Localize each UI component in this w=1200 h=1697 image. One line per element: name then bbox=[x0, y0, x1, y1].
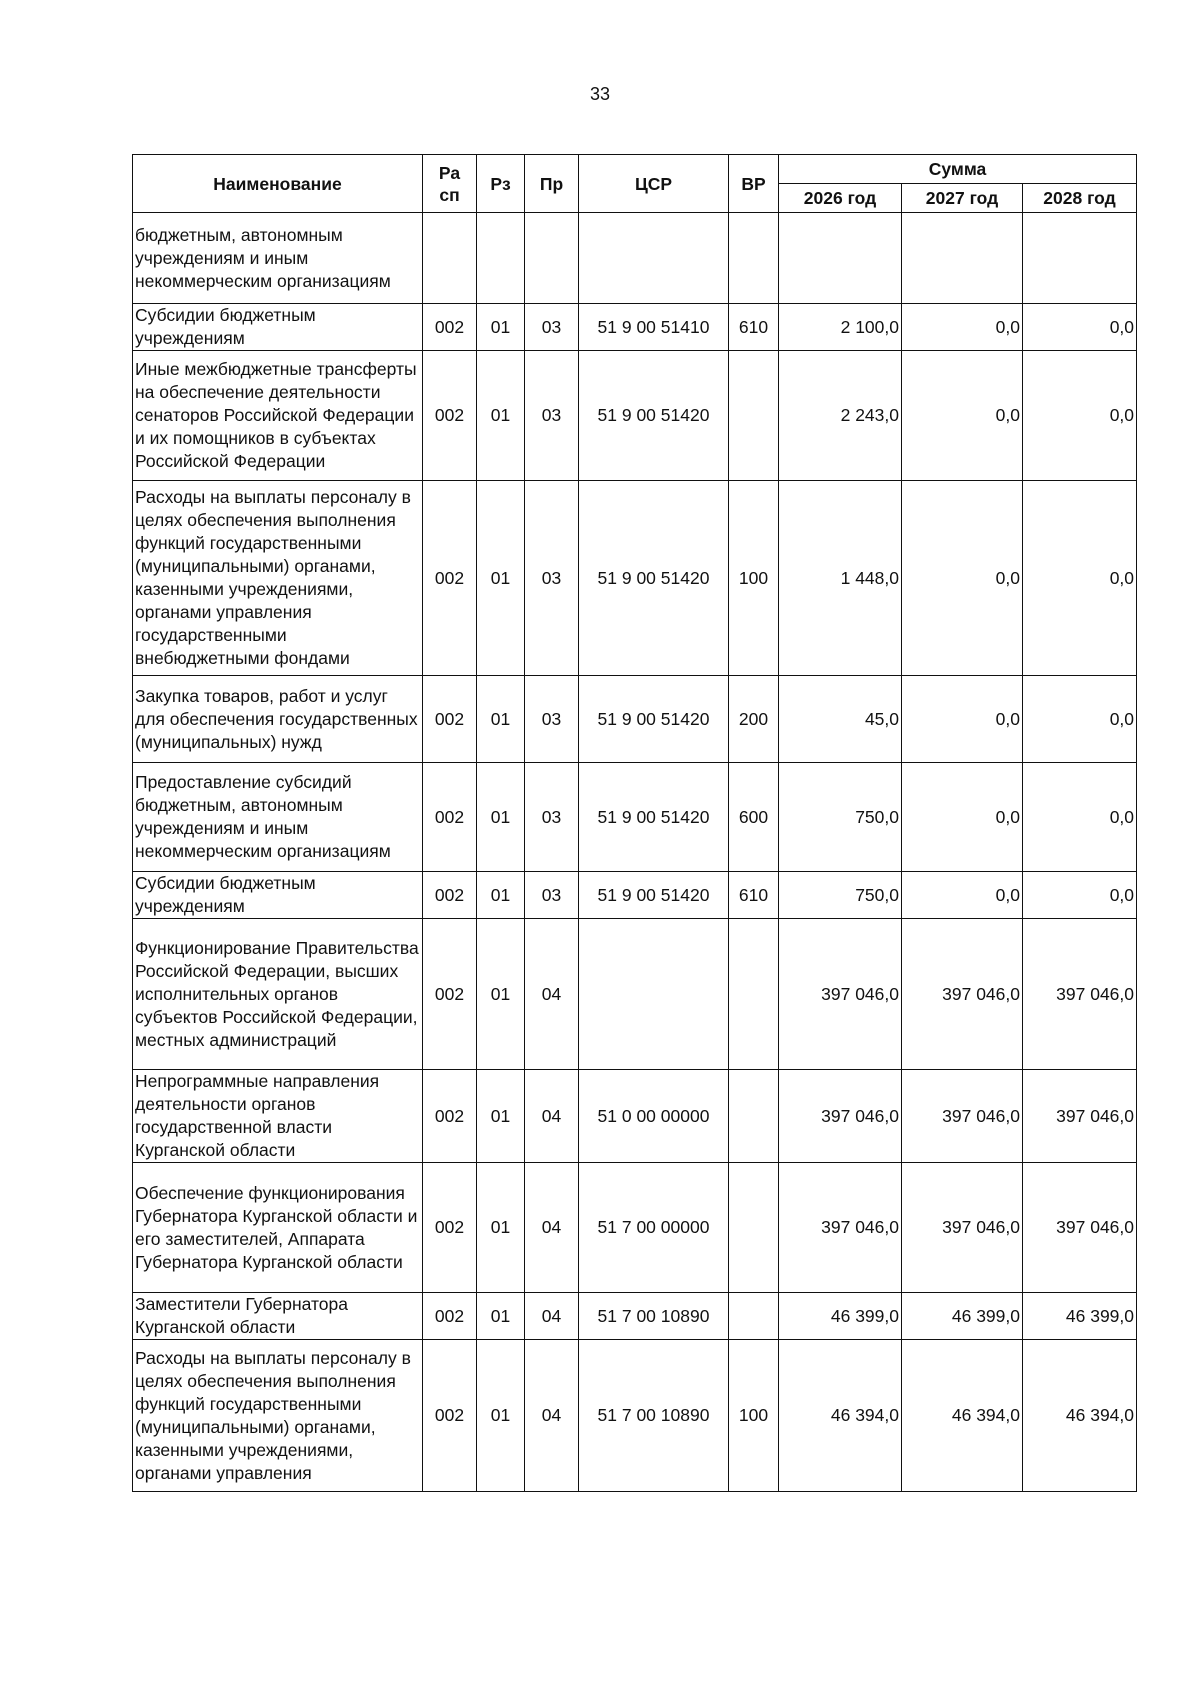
cell-pr: 03 bbox=[525, 351, 579, 481]
header-year-2027: 2027 год bbox=[902, 184, 1023, 213]
cell-2027: 397 046,0 bbox=[902, 1163, 1023, 1293]
cell-vr bbox=[729, 1293, 779, 1340]
cell-rz: 01 bbox=[477, 481, 525, 676]
cell-2026: 45,0 bbox=[779, 676, 902, 763]
header-pr: Пр bbox=[525, 155, 579, 213]
header-rz: Рз bbox=[477, 155, 525, 213]
cell-csr: 51 9 00 51410 bbox=[579, 304, 729, 351]
cell-2027: 0,0 bbox=[902, 763, 1023, 872]
header-name: Наименование bbox=[133, 155, 423, 213]
cell-2028: 397 046,0 bbox=[1023, 1070, 1137, 1163]
cell-name: Субсидии бюджетным учреждениям bbox=[133, 304, 423, 351]
cell-rasp: 002 bbox=[423, 676, 477, 763]
cell-rz: 01 bbox=[477, 676, 525, 763]
cell-rasp: 002 bbox=[423, 1293, 477, 1340]
cell-csr: 51 7 00 00000 bbox=[579, 1163, 729, 1293]
cell-2026: 2 243,0 bbox=[779, 351, 902, 481]
table-row bbox=[133, 1163, 1137, 1293]
cell-vr bbox=[729, 1070, 779, 1163]
cell-2028: 397 046,0 bbox=[1023, 1163, 1137, 1293]
cell-pr: 03 bbox=[525, 872, 579, 919]
cell-csr: 51 0 00 00000 bbox=[579, 1070, 729, 1163]
cell-csr: 51 9 00 51420 bbox=[579, 872, 729, 919]
cell-name: бюджетным, автономным учреждениям и иным некоммерческим организациям bbox=[133, 213, 423, 304]
cell-name: Закупка товаров, работ и услуг для обеспечения государственных (муниципальных) нужд bbox=[133, 676, 423, 763]
header-year-2028: 2028 год bbox=[1023, 184, 1137, 213]
header-rasp-line1: Ра bbox=[438, 162, 461, 183]
cell-2028: 397 046,0 bbox=[1023, 919, 1137, 1070]
table-row bbox=[133, 1340, 1137, 1492]
cell-vr: 610 bbox=[729, 304, 779, 351]
cell-csr: 51 9 00 51420 bbox=[579, 481, 729, 676]
cell-2027: 46 399,0 bbox=[902, 1293, 1023, 1340]
table-row bbox=[133, 872, 1137, 919]
cell-2026: 1 448,0 bbox=[779, 481, 902, 676]
header-rasp-line2: сп bbox=[439, 184, 460, 205]
cell-2028: 0,0 bbox=[1023, 872, 1137, 919]
cell-csr: 51 9 00 51420 bbox=[579, 351, 729, 481]
cell-csr: 51 7 00 10890 bbox=[579, 1293, 729, 1340]
cell-name: Расходы на выплаты персоналу в целях обеспечения выполнения функций государственными (муниципальными) органами, казенными учреждениями, органами управления государственными внебюджетными фондами bbox=[133, 481, 423, 676]
cell-vr bbox=[729, 213, 779, 304]
cell-name: Субсидии бюджетным учреждениям bbox=[133, 872, 423, 919]
cell-2026: 46 394,0 bbox=[779, 1340, 902, 1492]
cell-pr: 03 bbox=[525, 763, 579, 872]
cell-vr bbox=[729, 1163, 779, 1293]
table-row bbox=[133, 1070, 1137, 1163]
cell-rz: 01 bbox=[477, 304, 525, 351]
cell-2027: 0,0 bbox=[902, 481, 1023, 676]
cell-2026: 46 399,0 bbox=[779, 1293, 902, 1340]
cell-rasp: 002 bbox=[423, 1340, 477, 1492]
cell-2028: 46 394,0 bbox=[1023, 1340, 1137, 1492]
cell-2028: 0,0 bbox=[1023, 351, 1137, 481]
header-vr: ВР bbox=[729, 155, 779, 213]
cell-name: Непрограммные направления деятельности органов государственной власти Курганской области bbox=[133, 1070, 423, 1163]
table-row bbox=[133, 481, 1137, 676]
cell-2027: 0,0 bbox=[902, 872, 1023, 919]
cell-rz: 01 bbox=[477, 1070, 525, 1163]
cell-pr: 04 bbox=[525, 919, 579, 1070]
table-body bbox=[133, 213, 1137, 1492]
table-row bbox=[133, 676, 1137, 763]
table-header bbox=[133, 155, 1137, 213]
cell-rasp: 002 bbox=[423, 763, 477, 872]
table-row bbox=[133, 1293, 1137, 1340]
cell-pr: 04 bbox=[525, 1340, 579, 1492]
cell-vr bbox=[729, 351, 779, 481]
cell-rz: 01 bbox=[477, 1340, 525, 1492]
cell-name: Заместители Губернатора Курганской области bbox=[133, 1293, 423, 1340]
table-row bbox=[133, 919, 1137, 1070]
cell-rasp: 002 bbox=[423, 1163, 477, 1293]
cell-vr: 600 bbox=[729, 763, 779, 872]
cell-2026: 397 046,0 bbox=[779, 1070, 902, 1163]
cell-2028: 46 399,0 bbox=[1023, 1293, 1137, 1340]
table-row bbox=[133, 304, 1137, 351]
cell-rasp bbox=[423, 213, 477, 304]
cell-rasp: 002 bbox=[423, 872, 477, 919]
cell-rasp: 002 bbox=[423, 1070, 477, 1163]
cell-vr bbox=[729, 919, 779, 1070]
header-sum: Сумма bbox=[779, 155, 1137, 184]
cell-csr: 51 7 00 10890 bbox=[579, 1340, 729, 1492]
cell-2026: 750,0 bbox=[779, 763, 902, 872]
cell-csr: 51 9 00 51420 bbox=[579, 763, 729, 872]
cell-vr: 100 bbox=[729, 1340, 779, 1492]
cell-csr bbox=[579, 213, 729, 304]
cell-rz: 01 bbox=[477, 351, 525, 481]
cell-2026: 2 100,0 bbox=[779, 304, 902, 351]
cell-rasp: 002 bbox=[423, 481, 477, 676]
cell-name: Обеспечение функционирования Губернатора Курганской области и его заместителей, Аппарата Губернатора Курганской области bbox=[133, 1163, 423, 1293]
table-row bbox=[133, 351, 1137, 481]
table-row bbox=[133, 763, 1137, 872]
cell-2027: 397 046,0 bbox=[902, 1070, 1023, 1163]
cell-2028 bbox=[1023, 213, 1137, 304]
cell-2026: 397 046,0 bbox=[779, 919, 902, 1070]
cell-rz: 01 bbox=[477, 872, 525, 919]
cell-2027: 0,0 bbox=[902, 676, 1023, 763]
cell-2026: 397 046,0 bbox=[779, 1163, 902, 1293]
cell-2027: 397 046,0 bbox=[902, 919, 1023, 1070]
cell-pr bbox=[525, 213, 579, 304]
cell-csr: 51 9 00 51420 bbox=[579, 676, 729, 763]
cell-pr: 04 bbox=[525, 1163, 579, 1293]
cell-rasp: 002 bbox=[423, 304, 477, 351]
cell-2026 bbox=[779, 213, 902, 304]
cell-rz: 01 bbox=[477, 1293, 525, 1340]
cell-rasp: 002 bbox=[423, 919, 477, 1070]
cell-vr: 200 bbox=[729, 676, 779, 763]
header-year-2026: 2026 год bbox=[779, 184, 902, 213]
cell-name: Предоставление субсидий бюджетным, автономным учреждениям и иным некоммерческим организациям bbox=[133, 763, 423, 872]
budget-table bbox=[132, 154, 1137, 1492]
cell-2028: 0,0 bbox=[1023, 763, 1137, 872]
cell-pr: 03 bbox=[525, 481, 579, 676]
cell-pr: 03 bbox=[525, 676, 579, 763]
cell-rasp: 002 bbox=[423, 351, 477, 481]
page-number: 33 bbox=[589, 84, 611, 104]
cell-pr: 04 bbox=[525, 1293, 579, 1340]
cell-2028: 0,0 bbox=[1023, 481, 1137, 676]
table-row bbox=[133, 213, 1137, 304]
cell-2027 bbox=[902, 213, 1023, 304]
cell-rz: 01 bbox=[477, 1163, 525, 1293]
cell-2028: 0,0 bbox=[1023, 304, 1137, 351]
cell-name: Иные межбюджетные трансферты на обеспечение деятельности сенаторов Российской Федерации и их помощников в субъектах Российской Федерации bbox=[133, 351, 423, 481]
cell-rz: 01 bbox=[477, 763, 525, 872]
header-csr: ЦСР bbox=[579, 155, 729, 213]
cell-name: Функционирование Правительства Российской Федерации, высших исполнительных органов субъектов Российской Федерации, местных администраций bbox=[133, 919, 423, 1070]
cell-2027: 0,0 bbox=[902, 304, 1023, 351]
cell-rz: 01 bbox=[477, 919, 525, 1070]
cell-2027: 46 394,0 bbox=[902, 1340, 1023, 1492]
cell-pr: 03 bbox=[525, 304, 579, 351]
cell-2027: 0,0 bbox=[902, 351, 1023, 481]
cell-rz bbox=[477, 213, 525, 304]
cell-pr: 04 bbox=[525, 1070, 579, 1163]
cell-vr: 100 bbox=[729, 481, 779, 676]
cell-csr bbox=[579, 919, 729, 1070]
cell-2028: 0,0 bbox=[1023, 676, 1137, 763]
header-rasp bbox=[423, 155, 477, 213]
cell-name: Расходы на выплаты персоналу в целях обеспечения выполнения функций государственными (муниципальными) органами, казенными учреждениями, органами управления bbox=[133, 1340, 423, 1492]
cell-vr: 610 bbox=[729, 872, 779, 919]
cell-2026: 750,0 bbox=[779, 872, 902, 919]
